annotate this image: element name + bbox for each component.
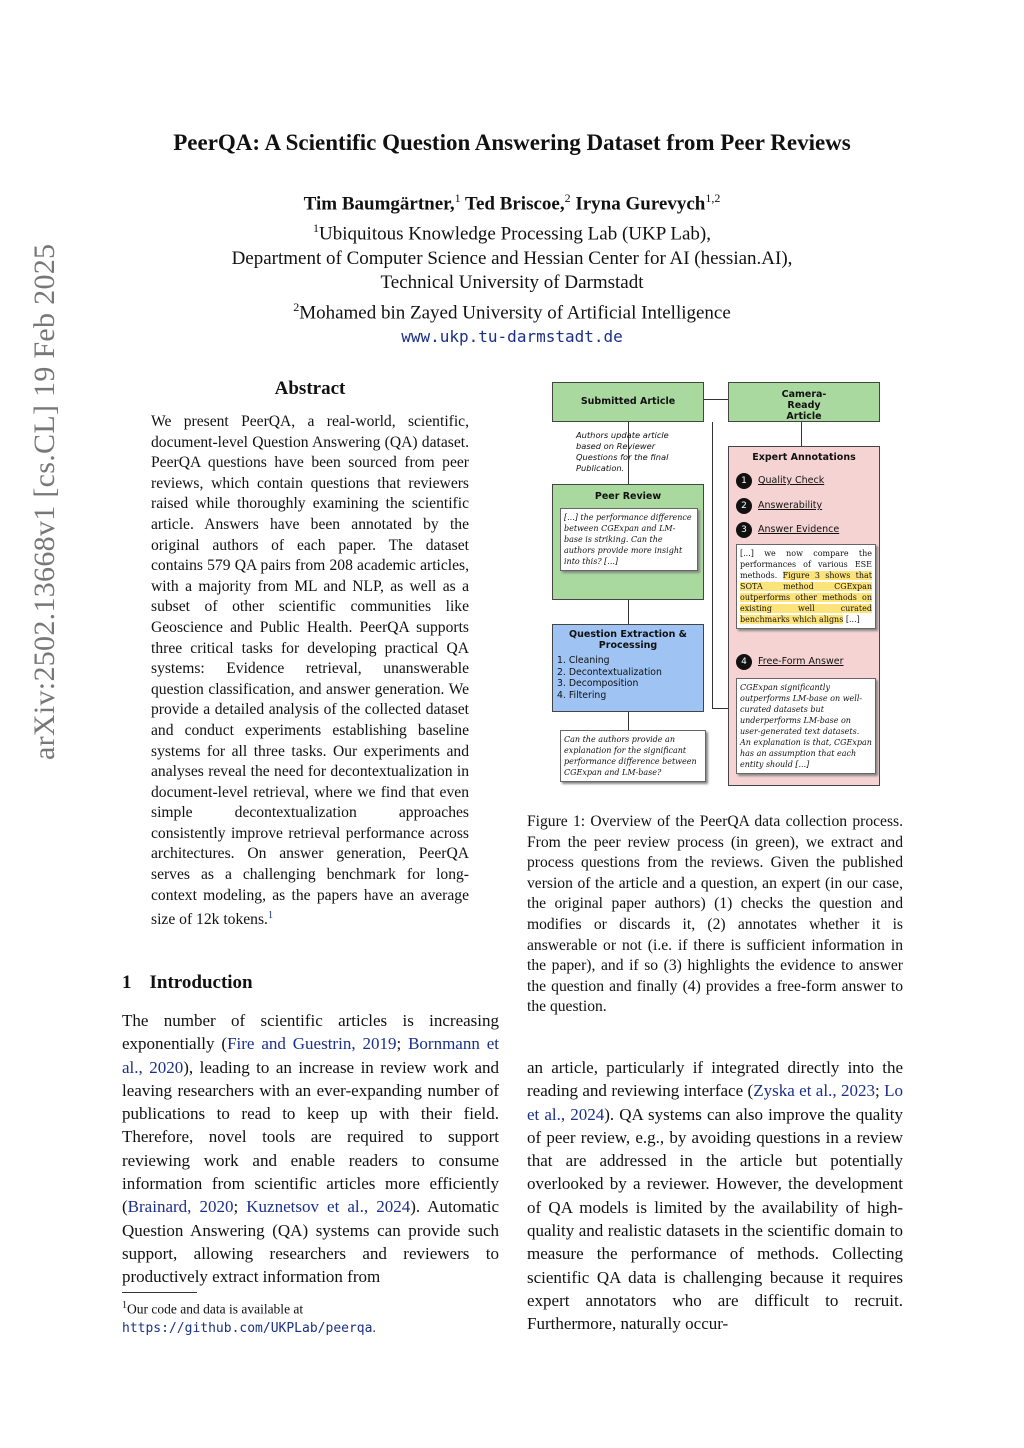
github-link[interactable]: https://github.com/UKPLab/peerqa: [122, 1320, 373, 1336]
step-number-badge: 1: [736, 473, 752, 489]
lab-url-link[interactable]: www.ukp.tu-darmstadt.de: [401, 326, 623, 346]
expert-annotations-box: Expert Annotations: [728, 446, 880, 786]
step-quality-check: Quality Check: [758, 475, 825, 486]
processing-steps: 1. Cleaning 2. Decontextualization 3. Decomposition 4. Filtering: [557, 655, 662, 701]
step-free-form-answer: Free-Form Answer: [758, 656, 844, 667]
affiliation: $^1$Ubiquitous Knowledge Processing Lab (UKP Lab),: [313, 221, 711, 245]
author-name: Iryna Gurevych: [575, 193, 706, 215]
intro-paragraph-continued: an article, particularly if integrated directly into the reading and reviewing interface (Zyska et al., 2023; Lo et al., 2024). QA systems can also improve the quality of peer review, e.g., by avoiding questions in a review that are addressed in the article but potentially overlooked by a reviewer. However, the development of QA models is limited by the availability of high-quality and realistic datasets in the scientific domain to measure the performance of methods. Collecting scientific QA data is challenging because it requires expert annotators who are difficult to recruit. Furthermore, naturally occur-: [527, 1058, 903, 1334]
author-name: Ted Briscoe,: [465, 193, 565, 215]
figure-caption: Figure 1: Overview of the PeerQA data collection process. From the peer review process (in green), we extract and process questions from the reviews. Given the published version of the article and a question, an expert (in our case, the original paper authors) (1) checks the question and modifies or discards it, (2) annotates whether it is answerable or not (i.e. if there is sufficient information in the paper), and if so (3) highlights the evidence to answer the question and finally (4) provides a free-form answer to the question.: [527, 813, 903, 1016]
submitted-article-box: Submitted Article: [552, 382, 704, 422]
section-heading: 1 Introduction: [122, 972, 253, 993]
review-quote: [...] the performance difference between CGExpan and LM-base is striking. Can the authors provide more insight into this? [...]: [560, 508, 698, 571]
footnote-ref-link[interactable]: 1: [267, 910, 273, 922]
paper-title: PeerQA: A Scientific Question Answering Dataset from Peer Reviews: [173, 130, 851, 155]
abstract-text: We present PeerQA, a real-world, scientific, document-level Question Answering (QA) dataset. PeerQA questions have been sourced from peer reviews, which contain questions that reviewers raised while thoroughly examining the scientific article. Answers have been annotated by the original authors of each paper. The dataset contains 579 QA pairs from 208 academic articles, with a majority from ML and NLP, as well as a subset of other scientific communities like Geoscience and Public Health. PeerQA supports three critical tasks for developing practical QA systems: Evidence retrieval, unanswerable question classification, and answer generation. We provide a detailed analysis of the collected dataset and conduct experiments establishing baseline systems for all three tasks. Our experiments and analyses reveal the need for decontextualization in document-level retrieval, where we find that even simple decontextualization approaches consistently improve retrieval performance across architectures. On answer generation, PeerQA serves as a challenging benchmark for long-context modeling, as the papers have an average size of 12k tokens.$^1$: [151, 413, 469, 929]
arxiv-identifier: arXiv:2502.13668v1 [cs.CL] 19 Feb 2025: [28, 243, 61, 760]
question-processing-box: Question Extraction & Processing 1. Cleaning 2. Decontextualization 3. Decomposition 4. Filtering: [552, 624, 704, 712]
citation-link[interactable]: Fire and Guestrin, 2019: [227, 1034, 397, 1054]
citation-link[interactable]: Bornmann et al., 2020: [122, 1034, 499, 1077]
author-names: Tim Baumgärtner,$^1$ Ted Briscoe,$^2$ Iryna Gurevych$^{1,2}$: [303, 191, 721, 215]
connector-line: [801, 422, 802, 446]
update-note: Authors update article based on Reviewer Questions for the final Publication.: [576, 430, 669, 473]
step-number-badge: 2: [736, 498, 752, 514]
affiliation: Technical University of Darmstadt: [380, 271, 644, 293]
peer-review-box: Peer Review: [552, 484, 704, 600]
author-name: Tim Baumgärtner,: [303, 193, 455, 215]
abstract-heading: Abstract: [274, 378, 346, 399]
citation-link[interactable]: Lo et al., 2024: [527, 1081, 903, 1124]
connector-line: [704, 399, 728, 400]
camera-ready-box: Camera-Ready Article: [728, 382, 880, 422]
step-number-badge: 4: [736, 654, 752, 670]
evidence-highlight: Figure 3 shows that SOTA method CGExpan outperforms other methods on existing well curated benchmarks which aligns: [740, 571, 872, 624]
evidence-snippet: [...] we now compare the performances of various ESE methods. Figure 3 shows that SOTA method CGExpan outperforms other methods on existing well curated benchmarks which aligns [...]: [736, 544, 876, 629]
author-block: [0, 186, 1024, 349]
connector-line: [628, 712, 629, 730]
step-answer-evidence: Answer Evidence: [758, 524, 840, 535]
step-number-badge: 3: [736, 522, 752, 538]
free-form-answer-text: CGExpan significantly outperforms LM-base on well-curated datasets but underperforms LM-base on user-generated text datasets. An explanation is that, CGExpan has an assumption that each entity should [...]: [736, 678, 876, 774]
affiliation: Department of Computer Science and Hessian Center for AI (hessian.AI),: [231, 247, 793, 269]
citation-link[interactable]: Zyska et al., 2023: [753, 1081, 875, 1101]
extracted-question: Can the authors provide an explanation for the significant performance difference between CGExpan and LM-base?: [560, 730, 706, 782]
connector-line: [712, 422, 713, 708]
citation-link[interactable]: Kuznetsov et al., 2024: [246, 1197, 411, 1217]
intro-paragraph: The number of scientific articles is increasing exponentially (Fire and Guestrin, 2019; Bornmann et al., 2020), leading to an increase in review work and leaving researchers with an ever-expanding number of publications to read to keep up with their field. Therefore, novel tools are required to support reviewing work and enable readers to consume information from scientific articles more efficiently (Brainard, 2020; Kuznetsov et al., 2024). Automatic Question Answering (QA) systems can provide such support, allowing researchers and reviewers to productively extract information from: [122, 1011, 499, 1287]
footnote: $^1$Our code and data is available at https://github.com/UKPLab/peerqa.: [122, 1300, 376, 1336]
figure-1: [548, 378, 888, 798]
citation-link[interactable]: Brainard, 2020: [127, 1197, 234, 1217]
connector-line: [628, 600, 629, 624]
connector-line: [712, 708, 728, 709]
step-answerability: Answerability: [758, 500, 823, 511]
affiliation: $^2$Mohamed bin Zayed University of Artificial Intelligence: [293, 299, 731, 323]
footnote-divider: [122, 1292, 197, 1293]
